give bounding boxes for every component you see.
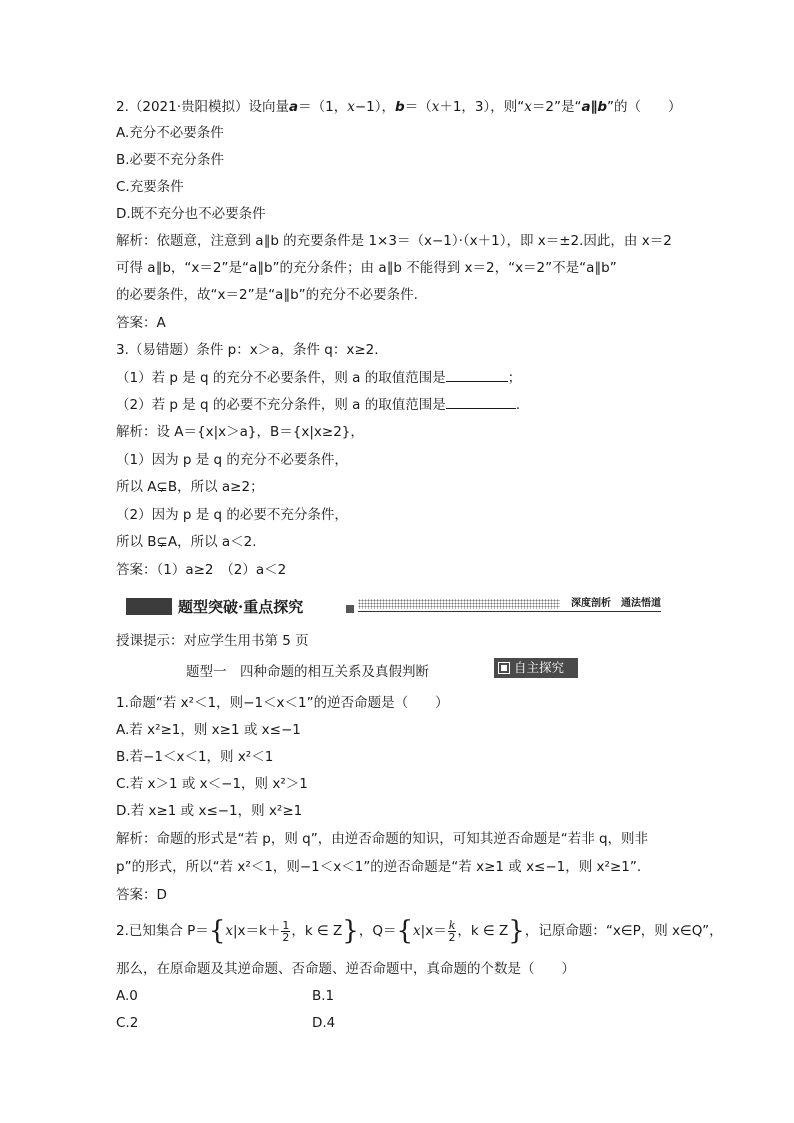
q2-solution-line1: 解析：依题意，注意到 a∥b 的充要条件是 1×3＝（x−1）·（x＋1），即 x＝±2.因此，由 x＝2 xyxy=(116,233,672,249)
fraction-denominator: 2 xyxy=(448,930,456,944)
p2-option-d: D.4 xyxy=(312,1015,336,1031)
p2-stem-text: ，记原命题：“x∈P，则 x∈Q”， xyxy=(524,923,723,939)
section-header-bar xyxy=(126,596,661,618)
p1-option-c: C.若 x＞1 或 x＜−1，则 x²＞1 xyxy=(116,776,308,792)
q3-sub2-end: . xyxy=(515,397,521,413)
type1-title: 题型一 四种命题的相互关系及真假判断 xyxy=(186,664,429,680)
vector-b: b xyxy=(395,99,405,115)
teaching-hint: 授课提示：对应学生用书第 5 页 xyxy=(116,633,309,649)
p1-option-a: A.若 x²≥1，则 x≥1 或 x≤−1 xyxy=(116,722,301,738)
q3-sub2-text: （2）若 p 是 q 的必要不充分条件，则 a 的取值范围是 xyxy=(116,397,446,413)
q3-solution-4: （2）因为 p 是 q 的必要不充分条件， xyxy=(116,507,348,523)
self-study-badge xyxy=(494,658,578,678)
q2-solution-line3: 的必要条件，故“x＝2”是“a∥b”的充分不必要条件. xyxy=(116,287,418,303)
q3-answer: 答案：（1）a≥2 （2）a＜2 xyxy=(116,562,287,578)
q3-solution-3: 所以 A⊊B，所以 a≥2； xyxy=(116,479,264,495)
p2-stem-line2: 那么，在原命题及其逆命题、否命题、逆否命题中，真命题的个数是（ ） xyxy=(116,961,575,977)
q2-option-d: D.既不充分也不必要条件 xyxy=(116,206,266,222)
p2-stem xyxy=(116,917,723,945)
q2-stem-text: ＝（ xyxy=(404,99,432,115)
p1-solution-1: 解析：命题的形式是“若 p，则 q”，由逆否命题的知识，可知其逆否命题是“若非 q，则非 xyxy=(116,831,649,847)
q2-solution-line2: 可得 a∥b，“x＝2”是“a∥b”的充分条件；由 a∥b 不能得到 x＝2，“x＝2”不是“a∥b” xyxy=(116,260,617,276)
p1-option-d: D.若 x≥1 或 x≤−1，则 x²≥1 xyxy=(116,803,303,819)
q3-solution-1: 解析：设 A＝{x|x＞a}，B＝{x|x≥2}， xyxy=(116,424,364,440)
section-rule xyxy=(358,611,661,612)
p2-stem-text: 2.已知集合 P＝ xyxy=(116,923,209,939)
left-brace-p: { xyxy=(208,916,226,946)
answer-blank-2 xyxy=(446,394,516,409)
answer-blank-1 xyxy=(446,367,508,382)
p1-option-b: B.若−1＜x＜1，则 x²＜1 xyxy=(116,749,274,765)
left-brace-q: { xyxy=(396,916,414,946)
fraction-one-half xyxy=(281,920,290,943)
p2-stem-text: ，Q＝ xyxy=(358,923,397,939)
right-brace-p: } xyxy=(342,916,359,946)
q2-stem xyxy=(116,97,682,117)
q2-stem-text: −1）， xyxy=(354,99,396,115)
section-right-text: 深度剖析 通法悟道 xyxy=(571,598,661,609)
q3-sub1 xyxy=(116,367,521,388)
q3-sub1-end: ； xyxy=(507,370,522,386)
q3-solution-2: （1）因为 p 是 q 的充分不必要条件， xyxy=(116,452,348,468)
section-dot-pattern xyxy=(358,599,560,609)
set-q-var: x xyxy=(413,923,421,939)
q2-option-a: A.充分不必要条件 xyxy=(116,125,224,141)
parallel-expr: a∥b xyxy=(581,99,607,115)
p2-option-b: B.1 xyxy=(312,988,335,1004)
var-x: x xyxy=(524,99,532,115)
p2-option-a: A.0 xyxy=(116,988,138,1004)
section-header-block xyxy=(126,598,172,615)
q2-option-b: B.必要不充分条件 xyxy=(116,152,225,168)
set-p-var: x xyxy=(225,923,233,939)
p1-stem: 1.命题“若 x²＜1，则−1＜x＜1”的逆否命题是（ ） xyxy=(116,695,449,711)
fraction-k-half xyxy=(448,920,457,943)
var-x: x xyxy=(431,99,440,115)
q2-option-c: C.充要条件 xyxy=(116,179,184,195)
fraction-numerator: k xyxy=(448,918,456,932)
q2-answer: 答案：A xyxy=(116,315,166,331)
q3-sub2 xyxy=(116,394,520,415)
badge-icon xyxy=(498,662,510,674)
fraction-numerator: 1 xyxy=(282,918,290,932)
set-p-bar: | xyxy=(232,923,238,939)
section-marker-square xyxy=(346,605,354,613)
var-x: x xyxy=(347,99,355,115)
q2-stem-text: ＝2”是“ xyxy=(531,99,582,115)
p1-answer: 答案：D xyxy=(116,887,167,903)
q3-solution-5: 所以 B⊊A，所以 a＜2. xyxy=(116,534,257,550)
badge-label: 自主探究 xyxy=(514,660,565,675)
p2-option-c: C.2 xyxy=(116,1015,139,1031)
set-q-expr: x＝ xyxy=(425,923,447,939)
q2-stem-text: 2.（2021·贵阳模拟）设向量 xyxy=(116,99,290,115)
set-p-cond: ，k ∈ Z xyxy=(291,923,343,939)
vector-a: a xyxy=(289,99,299,115)
q3-sub1-text: （1）若 p 是 q 的充分不必要条件，则 a 的取值范围是 xyxy=(116,370,446,386)
set-q-bar: | xyxy=(420,923,426,939)
section-title: 题型突破·重点探究 xyxy=(178,598,304,616)
q2-stem-text: ＝（1， xyxy=(298,99,348,115)
set-q-cond: ，k ∈ Z xyxy=(457,923,509,939)
q3-stem: 3.（易错题）条件 p：x＞a，条件 q：x≥2. xyxy=(116,342,379,358)
q2-stem-text: ＋1，3），则“ xyxy=(439,99,525,115)
q2-stem-text: ”的（ ） xyxy=(607,99,682,115)
fraction-denominator: 2 xyxy=(282,930,290,944)
right-brace-q: } xyxy=(508,916,525,946)
set-p-expr: x＝k＋ xyxy=(237,923,281,939)
p1-solution-2: p”的形式，所以“若 x²＜1，则−1＜x＜1”的逆否命题是“若 x≥1 或 x≤−1，则 x²≥1”. xyxy=(116,859,642,875)
